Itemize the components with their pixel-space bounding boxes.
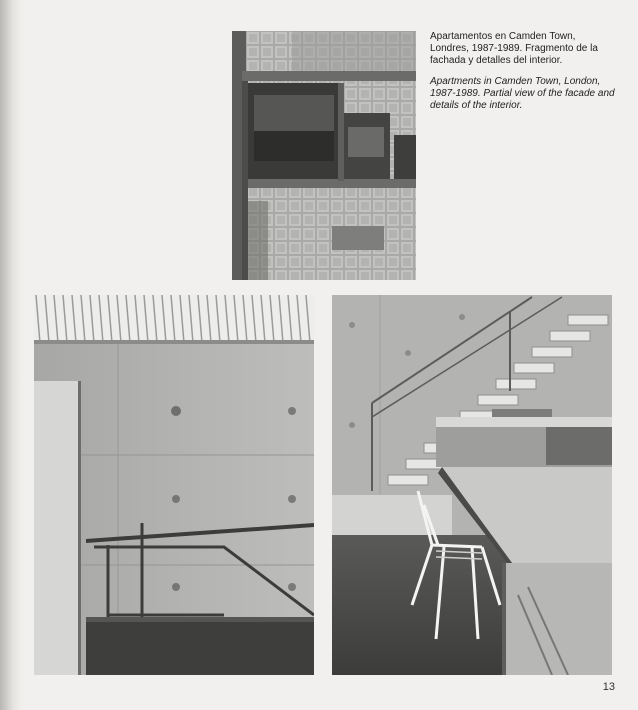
page-number: 13: [602, 681, 615, 693]
page-gutter-shadow: [0, 0, 22, 710]
photo-caption: [430, 31, 615, 121]
concrete-wall-photo: [34, 295, 314, 675]
facade-photo: [232, 31, 416, 280]
caption-spanish: Apartamentos en Camden Town, Londres, 1987-1989. Fragmento de la fachada y detalles del interior.: [430, 31, 598, 66]
staircase-interior-photo: [332, 295, 612, 675]
caption-english: Apartments in Camden Town, London, 1987-1989. Partial view of the facade and details of the interior.: [430, 76, 615, 111]
